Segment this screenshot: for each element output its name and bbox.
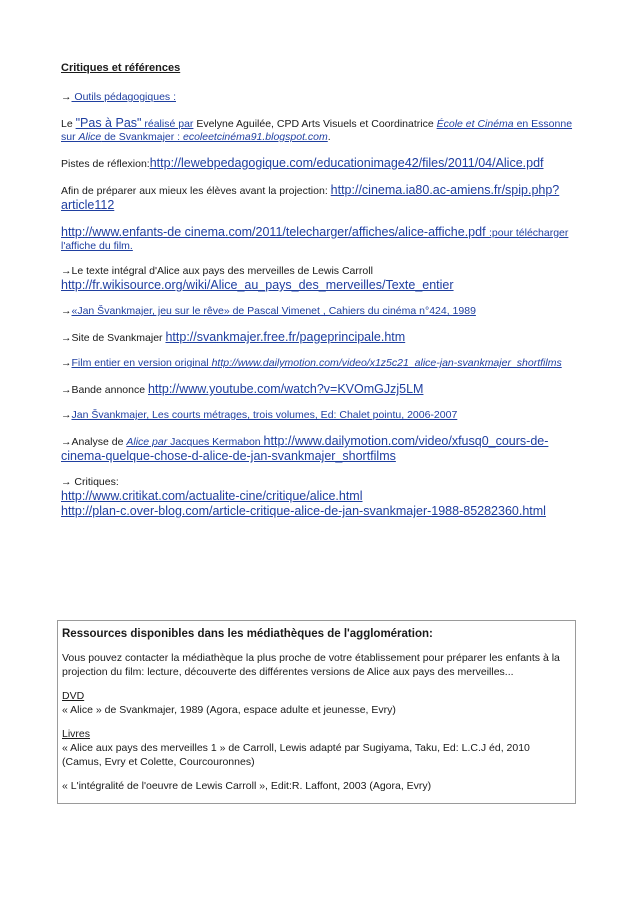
critiques-label: → Critiques: [61,476,119,488]
page-title: Critiques et références [61,62,181,74]
alice-link[interactable]: Alice [78,131,102,143]
analyse-label: →Analyse de [61,436,127,448]
texte-paragraph [61,265,577,293]
ecole-cinema-link[interactable]: École et Cinéma [436,118,514,130]
jan-line [61,305,577,318]
essonne-link[interactable]: en Essonne [513,118,573,130]
analyse-alice-link[interactable]: Alice par [126,436,168,448]
courts-line [61,409,577,422]
pasapas-end: . [327,131,331,143]
texte-url[interactable]: http://fr.wikisource.org/wiki/Alice_au_pays_des_merveilles/Texte_entier [61,278,454,292]
dvd-section [62,689,569,717]
arrow-icon: → [61,305,72,317]
resources-box [57,620,576,804]
preparer-label: Afin de préparer aux mieux les élèves avant la projection: [61,185,331,197]
svankmajer-link[interactable]: de Svankmajer : [101,131,183,143]
critikat-url[interactable]: http://www.critikat.com/actualite-cine/critique/alice.html [61,489,363,503]
blog-link[interactable]: ecoleetcinéma91.blogspot.com [182,131,328,143]
courts-link[interactable]: Jan Švankmajer, Les courts métrages, trois volumes, Ed: Chalet pointu, 2006-2007 [71,409,458,421]
dvd-item: « Alice » de Svankmajer, 1989 (Agora, espace adulte et jeunesse, Evry) [62,704,396,716]
outils-line [61,91,577,104]
arrow-icon: → [61,91,72,103]
texte-label: →Le texte intégral d'Alice aux pays des merveilles de Lewis Carroll [61,265,373,277]
critiques-paragraph [61,476,577,519]
livre-item-2: « L'intégralité de l'oeuvre de Lewis Carroll », Edit:R. Laffont, 2003 (Agora, Evry) [62,780,432,792]
preparer-paragraph [61,183,577,213]
livres-section [62,727,569,769]
realise-link[interactable]: réalisé par [141,118,194,130]
pistes-line [61,156,577,171]
dvd-label: DVD [62,690,85,702]
bande-line [61,382,577,397]
bande-label: →Bande annonce [61,384,148,396]
analyse-paragraph [61,434,577,464]
pasapas-paragraph [61,116,577,144]
resources-intro: Vous pouvez contacter la médiathèque la plus proche de votre établissement pour préparer les enfants à la projection du film: lecture, découverte des différentes versions de Alice aux pays des merveilles... [62,652,560,678]
sur-link[interactable]: sur [61,131,79,143]
pistes-url[interactable]: http://lewebpedagogique.com/educationimage42/files/2011/04/Alice.pdf [149,156,544,170]
kermabon-link[interactable]: Jacques Kermabon [167,436,264,448]
film-paragraph [61,357,577,370]
site-label: →Site de Svankmajer [61,332,166,344]
preparer-url[interactable]: http://cinema.ia80.ac-amiens.fr/spip.php?article112 [61,183,560,212]
document-body [61,62,577,531]
pasapas-link[interactable]: "Pas à Pas" [75,116,142,130]
affiche-label[interactable]: :pour télécharger l'affiche du film. [61,227,569,252]
film-label[interactable]: Film entier en version original [71,357,212,369]
pistes-label: Pistes de réflexion: [61,158,150,170]
affiche-paragraph [61,225,577,253]
affiche-url[interactable]: http://www.enfants-de cinema.com/2011/telecharger/affiches/alice-affiche.pdf [61,225,490,239]
jan-link[interactable]: «Jan Švankmajer, jeu sur le rêve» de Pascal Vimenet , Cahiers du cinéma n°424, 1989 [71,305,476,317]
pasapas-author: Evelyne Aguilée, CPD Arts Visuels et Coordinatrice [193,118,437,130]
outils-link[interactable]: Outils pédagogiques : [71,91,176,103]
planc-url[interactable]: http://plan-c.over-blog.com/article-critique-alice-de-jan-svankmajer-1988-85282360.html [61,504,546,518]
arrow-icon: → [61,357,72,369]
livres-label: Livres [62,728,91,740]
pasapas-le: Le [61,118,76,130]
analyse-url[interactable]: http://www.dailymotion.com/video/xfusq0_cours-de-cinema-quelque-chose-d-alice-de-jan-svankmajer_shortfilms [61,434,549,463]
livre-item-1: « Alice aux pays des merveilles 1 » de Carroll, Lewis adapté par Sugiyama, Taku, Ed: L.C.J éd, 2010 (Camus, Evry et Colette, Courcouronnes) [62,742,530,768]
bande-url[interactable]: http://www.youtube.com/watch?v=KVOmGJzj5LM [147,382,424,396]
site-url[interactable]: http://svankmajer.free.fr/pageprincipale.htm [165,330,406,344]
resources-title: Ressources disponibles dans les médiathèques de l'agglomération: [62,628,433,640]
film-url[interactable]: http://www.dailymotion.com/video/x1z5c21_alice-jan-svankmajer_shortfilms [211,357,562,369]
site-line [61,330,577,345]
arrow-icon: → [61,409,72,421]
